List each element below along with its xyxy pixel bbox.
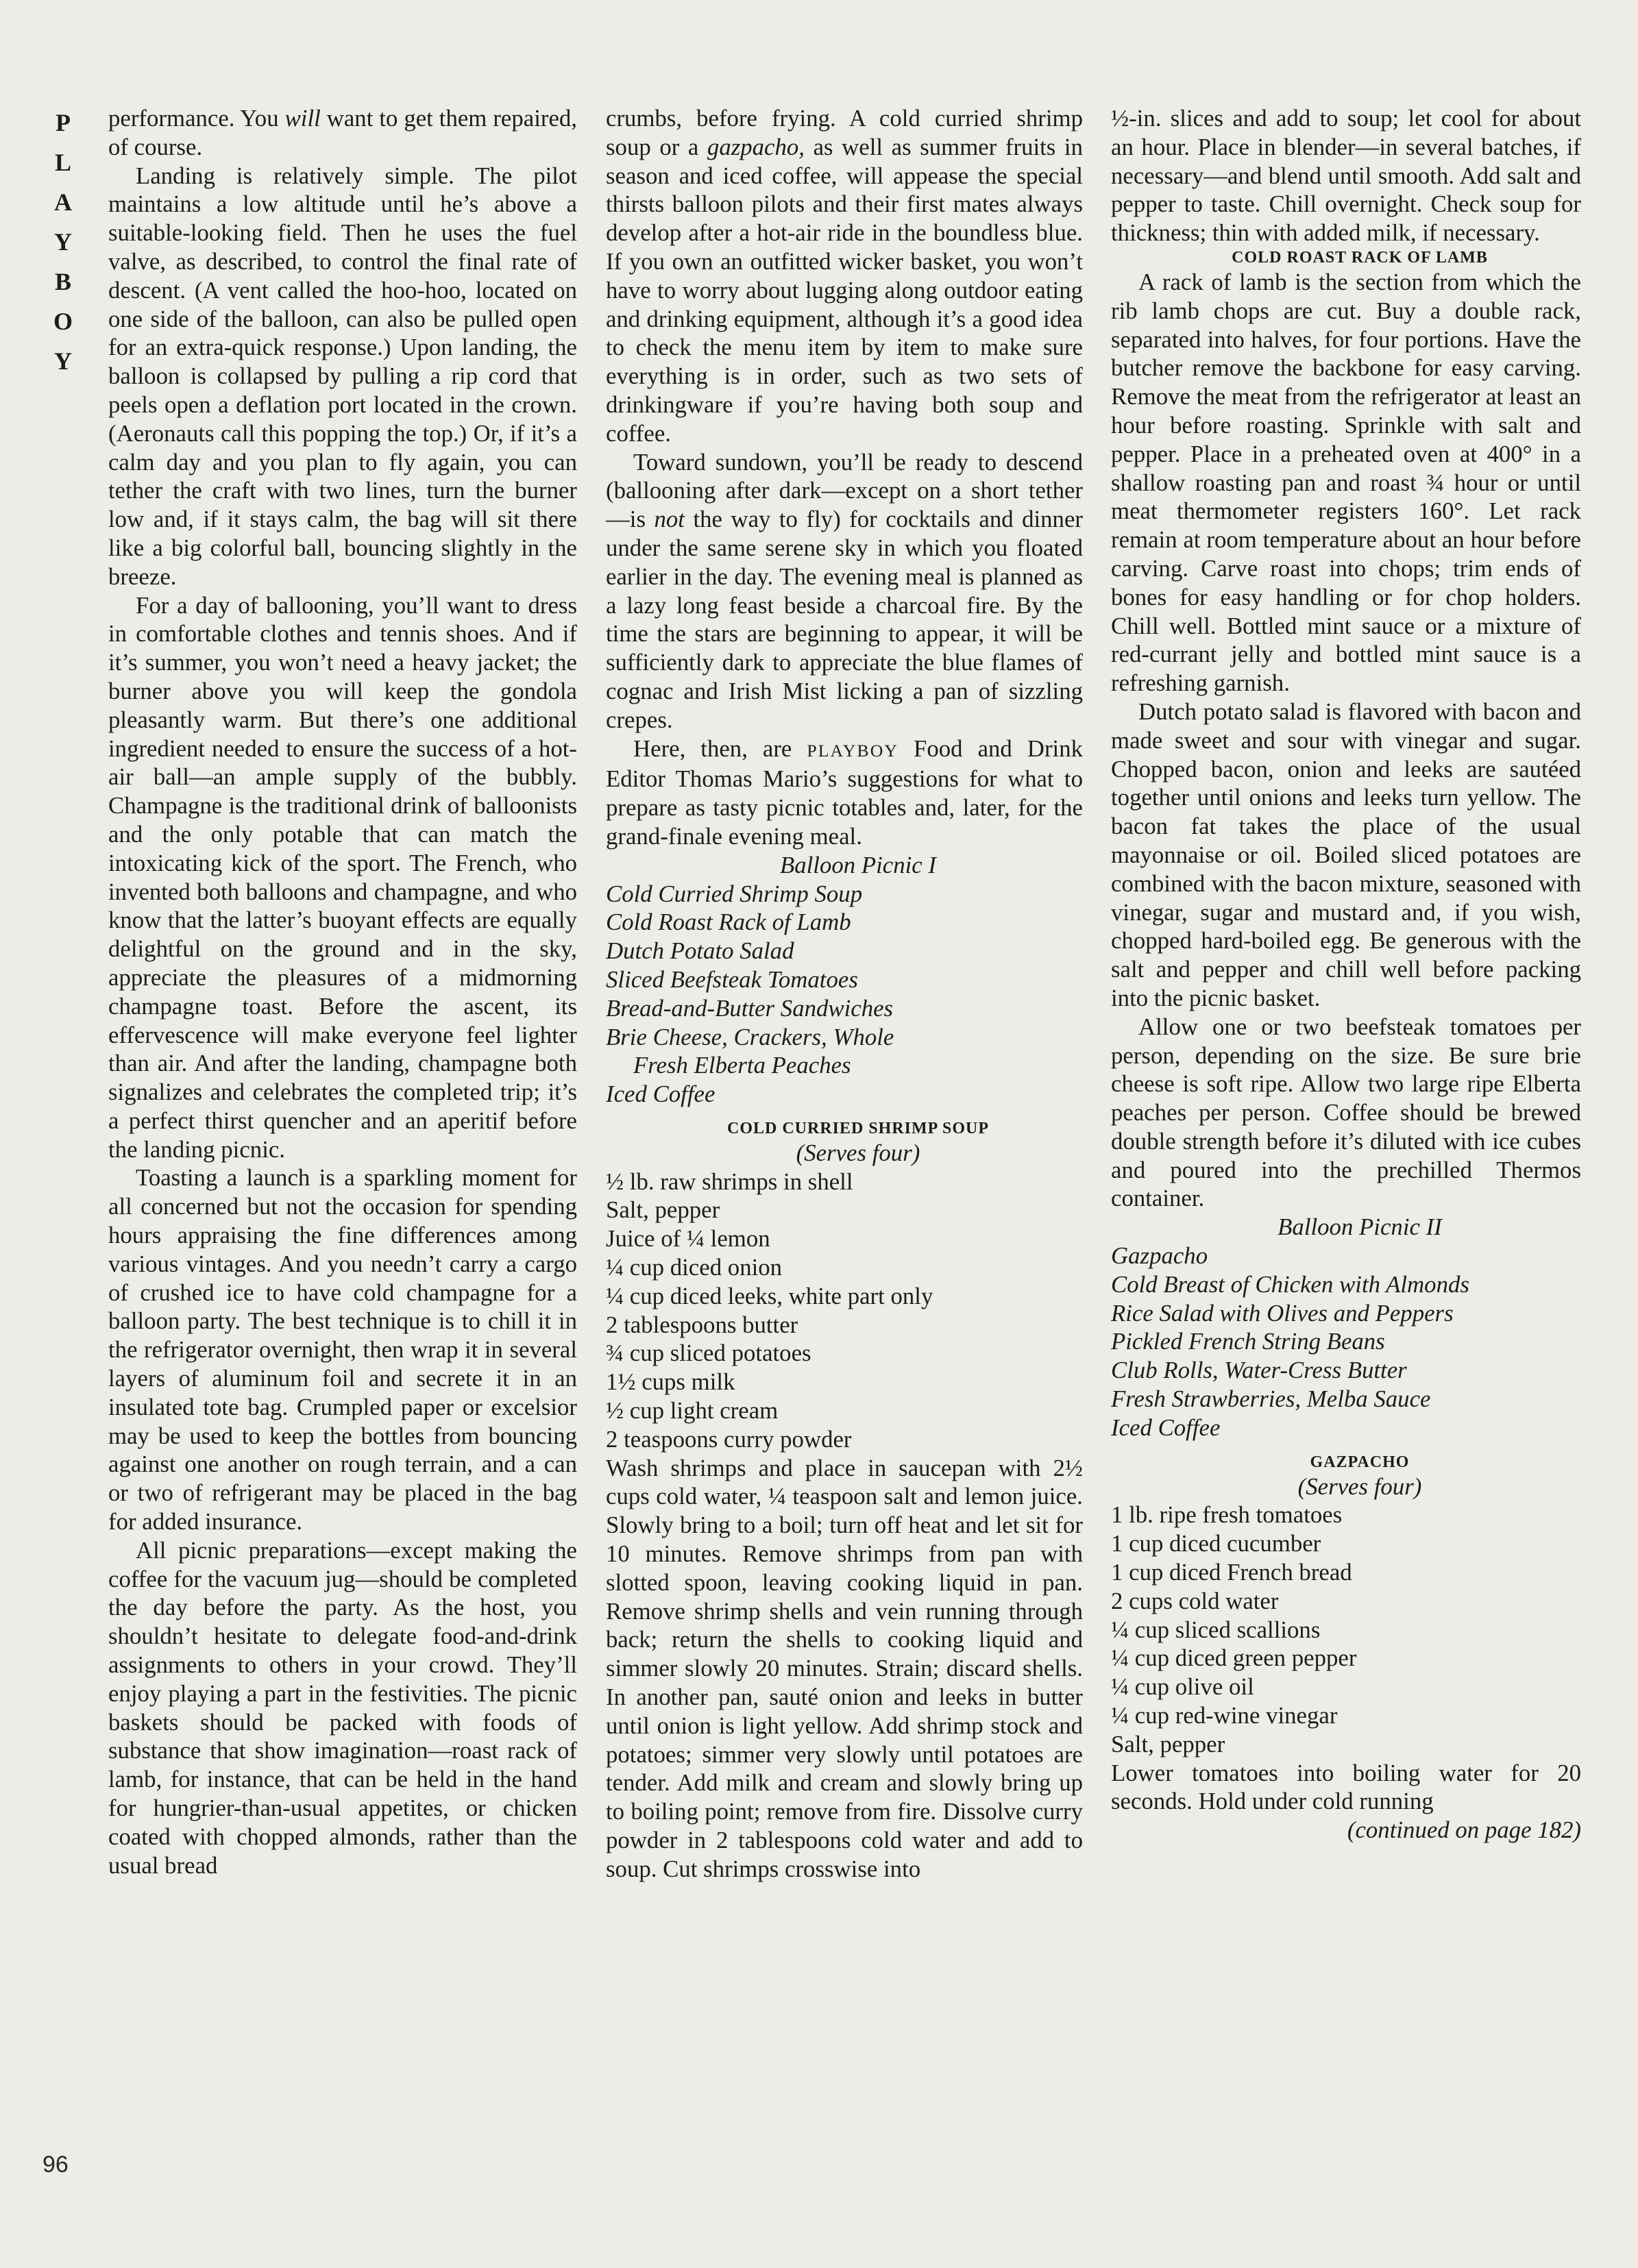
magazine-masthead xyxy=(42,103,84,381)
menu-item: Cold Roast Rack of Lamb xyxy=(606,909,851,936)
ingredient: ½ cup light cream xyxy=(606,1397,779,1425)
menu-item: Brie Cheese, Crackers, Whole Fresh Elberta Peaches xyxy=(606,1023,894,1079)
ingredient: Juice of ¼ lemon xyxy=(606,1225,770,1253)
ingredient: ¼ cup diced leeks, white part only xyxy=(606,1282,933,1309)
ingredient: ¼ cup sliced scallions xyxy=(1111,1616,1321,1643)
ingredient: 2 cups cold water xyxy=(1111,1587,1279,1614)
text-column-1 xyxy=(108,104,577,1879)
ingredient: 1 cup diced cucumber xyxy=(1111,1530,1321,1557)
ingredient: 1½ cups milk xyxy=(606,1368,735,1396)
ingredient: 2 teaspoons curry powder xyxy=(606,1425,852,1453)
ingredient: 1 lb. ripe fresh tomatoes xyxy=(1111,1501,1343,1529)
ingredient: 1 cup diced French bread xyxy=(1111,1559,1352,1586)
menu-list xyxy=(606,880,1083,1109)
menu-item: Bread-and-Butter Sandwiches xyxy=(606,994,894,1022)
menu-item: Cold Breast of Chicken with Almonds xyxy=(1111,1270,1469,1298)
menu-item: Iced Coffee xyxy=(1111,1414,1221,1441)
menu-item: Club Rolls, Water-Cress Butter xyxy=(1111,1357,1407,1384)
recipe-title: COLD CURRIED SHRIMP SOUP xyxy=(726,1119,990,1137)
recipe-method: Lower tomatoes into boiling water for 20 seconds. Hold under cold running xyxy=(1111,1759,1581,1815)
menu-item: Fresh Strawberries, Melba Sauce xyxy=(1111,1385,1431,1413)
paragraph: For a day of ballooning, you’ll want to dress in comfortable clothes and tennis shoes. And if it’s summer, you won’t need a heavy jacket; the burner above you will keep the gondola pleasantly warm. But there’s one additional ingredient needed to ensure the success of a hot-air ball—an ample supply of the bubbly. Champagne is the traditional drink of balloonists and the only potable that can match the intoxicating kick of the sport. The French, who invented both balloons and champagne, and who know that the latter’s buoyant effects are equally delightful on the ground and in the sky, appreciate the pleasures of a midmorning champagne toast. Before the ascent, its effervescence will make everyone feel lighter than air. And after the landing, champagne both signalizes and celebrates the completed trip; it’s a perfect thirst quencher and an aperitif before the landing picnic. xyxy=(108,591,577,1163)
ingredient: ¼ cup diced onion xyxy=(606,1254,783,1281)
recipe-method: A rack of lamb is the section from which the rib lamb chops are cut. Buy a double rack, separated into halves, for four portions. Have the butcher remove the backbone for easy carving. Remove the meat from the refrigerator at least an hour before roasting. Sprinkle with salt and pepper. Place in a preheated oven at 400° in a shallow roasting pan and roast ¾ hour or until meat thermometer registers 160°. Let rack remain at room temperature about an hour before carving. Carve roast into chops; trim ends of bones for easy handling or for chop holders. Chill well. Bottled mint sauce or a mixture of red-currant jelly and bottled mint sauce is a refreshing garnish. xyxy=(1111,268,1581,697)
recipe-serves: (Serves four) xyxy=(1297,1472,1422,1500)
paragraph: performance. You will want to get them repaired, of course. xyxy=(108,105,577,160)
text-column-2 xyxy=(606,104,1083,1884)
ingredient-list xyxy=(606,1168,1083,1454)
page-number: 96 xyxy=(42,2152,69,2178)
continued-note: (continued on page 182) xyxy=(1347,1816,1581,1844)
ingredient: Salt, pepper xyxy=(1111,1730,1225,1758)
paragraph: ½-in. slices and add to soup; let cool for about an hour. Place in blender—in several batches, if necessary—and blend until smooth. Add salt and pepper to taste. Chill overnight. Check soup for thickness; thin with added milk, if necessary. xyxy=(1111,105,1581,247)
paragraph: Toasting a launch is a sparkling moment for all concerned but not the occasion for spending hours appraising the fine differences among various vintages. And you needn’t carry a cargo of crushed ice to have cold champagne for a balloon party. The best technique is to chill it in the refrigerator overnight, then wrap it in several layers of aluminum foil and secrete it in an insulated tote bag. Crumpled paper or excelsior may be used to keep the bottles from bouncing against one another on rough terrain, and a can or two of refrigerant may be placed in the bag for added insurance. xyxy=(108,1164,577,1536)
ingredient: 2 tablespoons butter xyxy=(606,1311,798,1338)
recipe-method: Wash shrimps and place in saucepan with 2½ cups cold water, ¼ teaspoon salt and lemon juice. Slowly bring to a boil; turn off heat and let sit for 10 minutes. Remove shrimps from pan with slotted spoon, leaving cooking liquid in pan. Remove shrimp shells and vein running through back; return the shells to cooking liquid and simmer slowly 20 minutes. Strain; discard shells. In another pan, sauté onion and leeks in butter until onion is light yellow. Add shrimp stock and potatoes; simmer very slowly until potatoes are tender. Add milk and cream and slowly bring up to boiling point; remove from fire. Dissolve curry powder in 2 tablespoons cold water and add to soup. Cut shrimps crosswise into xyxy=(606,1454,1083,1882)
paragraph: Dutch potato salad is flavored with bacon and made sweet and sour with vinegar and sugar. Chopped bacon, onion and leeks are sautéed together until onions and leeks turn yellow. The bacon fat takes the place of the usual mayonnaise or oil. Boiled sliced potatoes are combined with the bacon mixture, seasoned with vinegar, sugar and mustard and, if you wish, chopped hard-boiled egg. Be generous with the salt and pepper and chill well before packing into the picnic basket. xyxy=(1111,698,1581,1011)
ingredient: ¼ cup red-wine vinegar xyxy=(1111,1702,1338,1729)
masthead-letter: B xyxy=(54,268,71,295)
paragraph: Here, then, are PLAYBOY Food and Drink Editor Thomas Mario’s suggestions for what to prepare as tasty picnic totables and, later, for the grand-finale evening meal. xyxy=(606,735,1083,850)
ingredient: ¼ cup diced green pepper xyxy=(1111,1644,1357,1672)
paragraph: Toward sundown, you’ll be ready to descend (ballooning after dark—except on a short tether—is not the way to fly) for cocktails and dinner under the same serene sky in which you floated earlier in the day. The evening meal is planned as a lazy long feast beside a charcoal fire. By the time the stars are beginning to appear, it will be sufficiently dark to appreciate the blue flames of cognac and Irish Mist licking a pan of sizzling crepes. xyxy=(606,448,1083,733)
paragraph: crumbs, before frying. A cold curried shrimp soup or a gazpacho, as well as summer fruits in season and iced coffee, will appease the special thirsts balloon pilots and their first mates always develop after a hot-air ride in the boundless blue. If you own an outfitted wicker basket, you won’t have to worry about lugging along outdoor eating and drinking equipment, although it’s a good idea to check the menu item by item to make sure everything is in order, such as two sets of drinkingware if you’re having both soup and coffee. xyxy=(606,105,1083,447)
paragraph: Landing is relatively simple. The pilot maintains a low altitude until he’s above a suitable-looking field. Then he uses the fuel valve, as described, to control the final rate of descent. (A vent called the hoo-hoo, located on one side of the balloon, can also be pulled open for an extra-quick response.) Upon landing, the balloon is collapsed by pulling a rip cord that peels open a deflation port located in the crown. (Aeronauts call this popping the top.) Or, if it’s a calm day and you plan to fly again, you can tether the craft with two lines, turn the burner low and, if it stays calm, the bag will sit there like a big colorful ball, bouncing slightly in the breeze. xyxy=(108,162,577,590)
masthead-letter: Y xyxy=(54,228,72,256)
ingredient: ½ lb. raw shrimps in shell xyxy=(606,1168,853,1195)
ingredient: ¾ cup sliced potatoes xyxy=(606,1340,811,1367)
menu-item: Gazpacho xyxy=(1111,1242,1208,1270)
menu-item: Iced Coffee xyxy=(606,1081,716,1108)
paragraph: Allow one or two beefsteak tomatoes per person, depending on the size. Be sure brie cheese is soft ripe. Allow two large ripe Elberta peaches per person. Coffee should be brewed double strength before it’s diluted with ice cubes and poured into the prechilled Thermos container. xyxy=(1111,1013,1581,1212)
masthead-letter: A xyxy=(54,188,72,216)
paragraph: All picnic preparations—except making the coffee for the vacuum jug—should be completed the day before the party. As the host, you shouldn’t hesitate to delegate food-and-drink assignments to others in your crowd. They’ll enjoy playing a part in the festivities. The picnic baskets should be packed with foods of substance that show imagination—roast rack of lamb, for instance, that can be held in the hand for hungrier-than-usual appetites, or chicken coated with chopped almonds, rather than the usual bread xyxy=(108,1536,577,1879)
menu-list xyxy=(1111,1242,1581,1442)
ingredient-list xyxy=(1111,1501,1581,1758)
masthead-letter: Y xyxy=(54,347,72,375)
menu-item: Rice Salad with Olives and Peppers xyxy=(1111,1299,1454,1327)
menu-item: Cold Curried Shrimp Soup xyxy=(606,880,863,907)
masthead-letter: L xyxy=(54,149,71,176)
menu-heading: Balloon Picnic II xyxy=(1278,1213,1442,1241)
masthead-letter: O xyxy=(53,308,73,335)
ingredient: ¼ cup olive oil xyxy=(1111,1673,1254,1701)
masthead-letter: P xyxy=(56,109,71,136)
menu-item: Dutch Potato Salad xyxy=(606,937,794,965)
menu-item: Pickled French String Beans xyxy=(1111,1328,1385,1355)
recipe-title: GAZPACHO xyxy=(1310,1453,1410,1471)
text-column-3 xyxy=(1111,104,1581,1845)
menu-item: Sliced Beefsteak Tomatoes xyxy=(606,965,858,993)
recipe-title: COLD ROAST RACK OF LAMB xyxy=(1232,248,1488,267)
ingredient: Salt, pepper xyxy=(606,1196,720,1224)
menu-heading: Balloon Picnic I xyxy=(779,851,937,878)
recipe-serves: (Serves four) xyxy=(796,1139,920,1166)
